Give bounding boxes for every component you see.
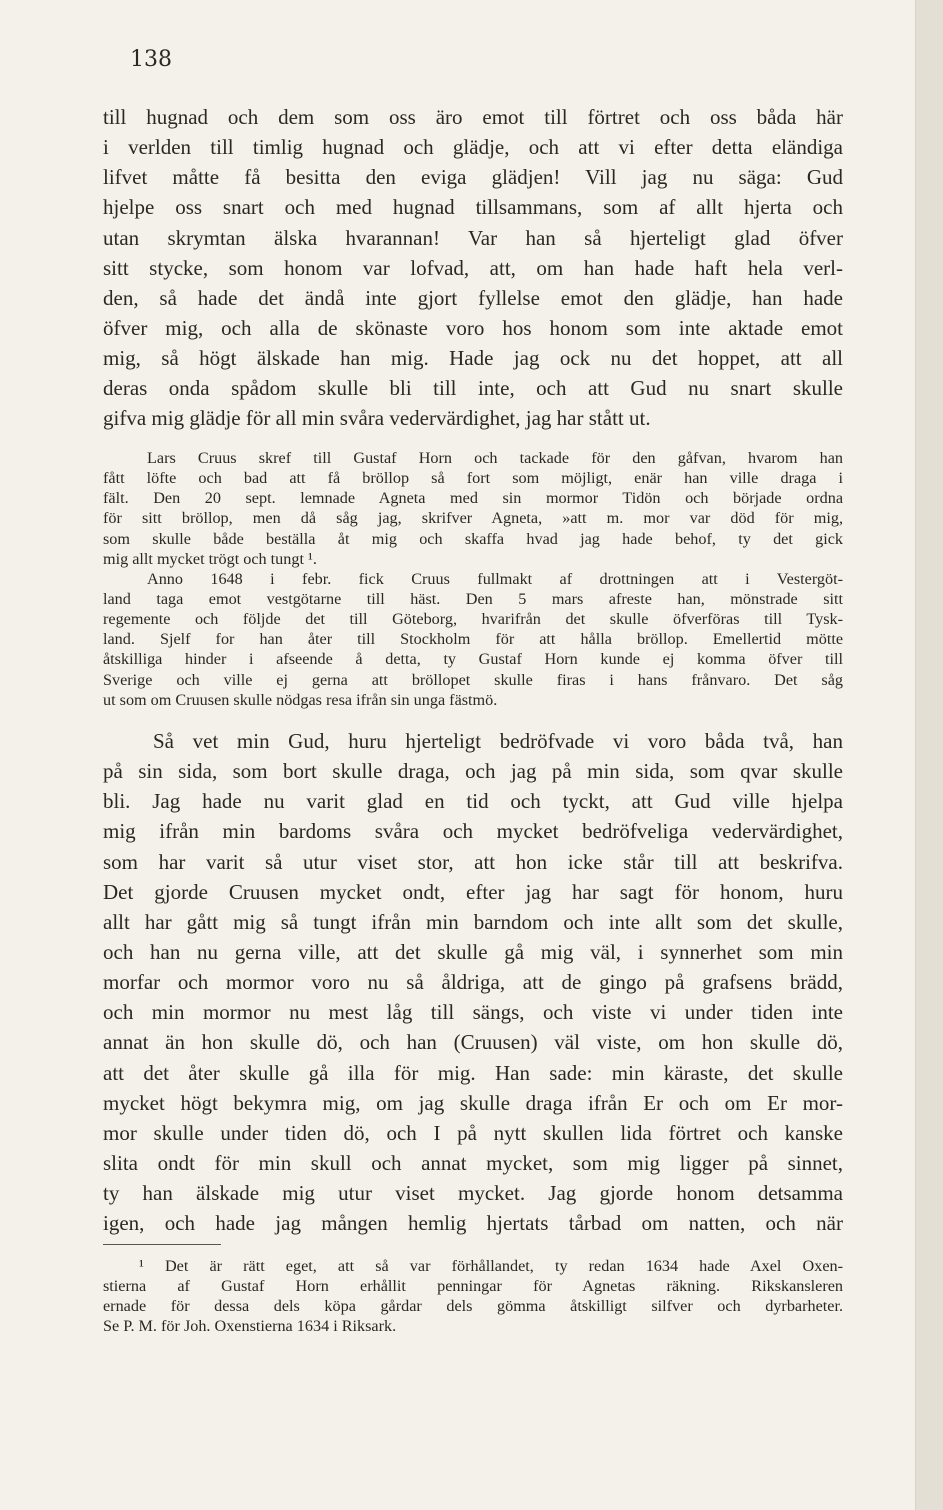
text-line: den, så hade det ändå inte gjort fyllelse emot den glädje, han hade <box>103 285 843 310</box>
commentary-line: ut som om Cruusen skulle nödgas resa ifrån sin unga fästmö. <box>103 690 498 709</box>
text-line: utan skrymtan älska hvarannan! Var han så hjerteligt glad öfver <box>103 225 843 250</box>
commentary-line: Anno 1648 i febr. fick Cruus fullmakt af drottningen att i Vestergöt- <box>147 569 843 588</box>
page-number: 138 <box>130 47 172 72</box>
text-line: lifvet måtte få besitta den eviga glädjen! Vill jag nu säga: Gud <box>103 165 843 190</box>
footnote-line: ernade för dessa dels köpa gårdar dels gömma åtskilligt silfver och dyrbarheter. <box>103 1297 843 1316</box>
text-line: igen, och hade jag mången hemlig hjertats tårbad om natten, och när <box>103 1211 843 1236</box>
commentary-line: Sverige och ville ej gerna att bröllopet skulle firas i hans frånvaro. Det såg <box>103 670 843 689</box>
text-line: gifva mig glädje för all min svåra vedervärdighet, jag har stått ut. <box>103 406 651 431</box>
text-line: mycket högt bekymra mig, om jag skulle draga ifrån Er och om Er mor- <box>103 1090 843 1115</box>
text-line: morfar och mormor voro nu så åldriga, att de gingo på grafsens brädd, <box>103 970 843 995</box>
text-line: allt har gått mig så tungt ifrån min barndom och inte allt som det skulle, <box>103 909 843 934</box>
text-line: slita ondt för min skull och annat mycket, som mig ligger på sinnet, <box>103 1150 843 1175</box>
text-line: öfver mig, och alla de skönaste voro hos honom som inte aktade emot <box>103 315 843 340</box>
commentary-line: åtskilliga hinder i afseende å detta, ty Gustaf Horn kunde ej komma öfver till <box>103 650 843 669</box>
text-line: ty han älskade mig utur viset mycket. Jag gjorde honom detsamma <box>103 1181 843 1206</box>
text-line: Det gjorde Cruusen mycket ondt, efter jag har sagt för honom, huru <box>103 879 843 904</box>
footnote-block <box>103 1256 843 1337</box>
text-line: Så vet min Gud, huru hjerteligt bedröfvade vi voro båda två, han <box>153 729 843 753</box>
text-line: att det åter skulle gå illa för mig. Han sade: min käraste, det skulle <box>103 1060 843 1085</box>
page-edge <box>915 0 943 1510</box>
text-line: deras onda spådom skulle bli till inte, och att Gud nu snart skulle <box>103 376 843 401</box>
commentary-line: mig allt mycket trögt och tungt ¹. <box>103 549 317 568</box>
text-line: bli. Jag hade nu varit glad en tid och tyckt, att Gud ville hjelpa <box>103 789 843 814</box>
text-line: som har varit så utur viset stor, att hon icke står till att beskrifva. <box>103 849 843 874</box>
footnote-line: ¹ Det är rätt eget, att så var förhållandet, ty redan 1634 hade Axel Oxen- <box>139 1257 843 1275</box>
text-line: och han nu gerna ville, att det skulle gå mig väl, i synnerhet som min <box>103 939 843 964</box>
text-line: mor skulle under tiden dö, och I på nytt skullen lida förtret och kanske <box>103 1120 843 1145</box>
commentary-line: land. Sjelf for han åter till Stockholm för att hålla bröllop. Emellertid mötte <box>103 630 843 649</box>
commentary-line: Lars Cruus skref till Gustaf Horn och tackade för den gåfvan, hvarom han <box>147 449 843 467</box>
text-line: mig, så högt älskade han mig. Hade jag ock nu det hoppet, att all <box>103 346 843 371</box>
footnote-divider <box>103 1244 221 1245</box>
commentary-line: som skulle både beställa åt mig och skaffa hvad jag hade behof, ty det gick <box>103 529 843 548</box>
commentary-block <box>103 448 843 710</box>
commentary-line: fått löfte och bad att få bröllop så fort som möjligt, enär han ville draga i <box>103 469 843 488</box>
commentary-line: fält. Den 20 sept. lemnade Agneta med sin mormor Tidön och började ordna <box>103 489 843 508</box>
text-line: till hugnad och dem som oss äro emot till förtret och oss båda här <box>103 105 843 129</box>
text-line: mig ifrån min bardoms svåra och mycket bedröfveliga vedervärdighet, <box>103 819 843 844</box>
text-line: på sin sida, som bort skulle draga, och jag på min sida, som qvar skulle <box>103 759 843 784</box>
commentary-line: land taga emot vestgötarne till häst. Den 5 mars afreste han, mönstrade sitt <box>103 589 843 608</box>
text-line: och min mormor nu mest låg till sängs, och viste vi under tiden inte <box>103 1000 843 1025</box>
paragraph-1 <box>103 102 843 434</box>
footnote-line: stierna af Gustaf Horn erhållit penningar för Agnetas räkning. Rikskansleren <box>103 1277 843 1296</box>
commentary-line: för sitt bröllop, men då såg jag, skrifver Agneta, »att m. mor var död för mig, <box>103 509 843 528</box>
paragraph-2 <box>103 726 843 1238</box>
text-line: i verlden till timlig hugnad och glädje, och att vi efter detta eländiga <box>103 135 843 160</box>
text-line: hjelpe oss snart och med hugnad tillsammans, som af allt hjerta och <box>103 195 843 220</box>
commentary-line: regemente och följde det till Göteborg, hvarifrån det skulle öfverföras till Tysk- <box>103 610 843 629</box>
footnote-line: Se P. M. för Joh. Oxenstierna 1634 i Riksark. <box>103 1317 397 1336</box>
text-line: sitt stycke, som honom var lofvad, att, om han hade haft hela verl- <box>103 255 843 280</box>
text-line: annat än hon skulle dö, och han (Cruusen) väl viste, om hon skulle dö, <box>103 1030 843 1055</box>
